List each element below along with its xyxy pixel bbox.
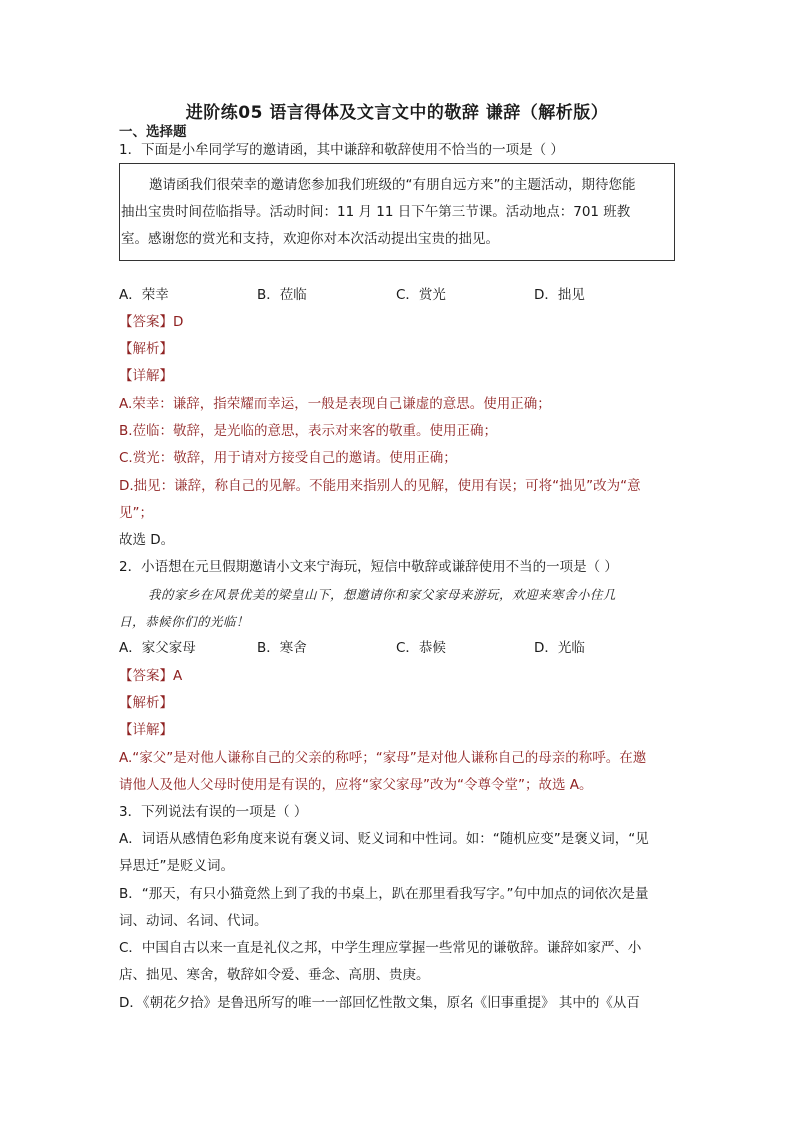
q1-stem: 1．下面是小牟同学写的邀请函，其中谦辞和敬辞使用不恰当的一项是（ ）: [119, 142, 564, 158]
q3-stem: 3．下列说法有误的一项是（ ）: [119, 804, 308, 820]
q3-line: C．中国自古以来一直是礼仪之邦，中学生理应掌握一些常见的谦敬辞。谦辞如家严、小: [119, 940, 642, 956]
q1-detail-label: 【详解】: [119, 368, 173, 384]
q2-option-b: B．寒舍: [257, 640, 307, 656]
q2-detail-label: 【详解】: [119, 722, 173, 738]
q1-option-d: D．拙见: [534, 287, 585, 303]
q3-line: 异思迁”是贬义词。: [119, 858, 234, 874]
q1-answer: 【答案】D: [119, 314, 184, 330]
q1-explain-line: B.莅临：敬辞，是光临的意思，表示对来客的敬重。使用正确；: [119, 423, 498, 439]
q1-explain-line: 见”；: [119, 505, 153, 521]
q1-invitation-box: [119, 163, 675, 261]
q1-conclusion: 故选 D。: [119, 532, 175, 548]
q2-explain-line: 请他人及他人父母时使用是有误的，应将“家父家母”改为“令尊令堂”；故选 A。: [119, 777, 593, 793]
q1-explain-line: D.拙见：谦辞，称自己的见解。不能用来指别人的见解，使用有误；可将“拙见”改为“意: [119, 478, 641, 494]
q3-line: 词、动词、名词、代词。: [119, 913, 268, 929]
q1-explain-line: A.荣幸：谦辞，指荣耀而幸运，一般是表现自己谦虚的意思。使用正确；: [119, 396, 551, 412]
q3-line: B．“那天，有只小猫竟然上到了我的书桌上，趴在那里看我写字。”句中加点的词依次是量: [119, 886, 649, 902]
q1-box-line: 邀请函我们很荣幸的邀请您参加我们班级的“有朋自远方来”的主题活动，期待您能: [149, 177, 636, 193]
q2-stem: 2．小语想在元旦假期邀请小文来宁海玩，短信中敬辞或谦辞使用不当的一项是（ ）: [119, 559, 618, 575]
q3-line: A．词语从感情色彩角度来说有褒义词、贬义词和中性词。如：“随机应变”是褒义词，“见: [119, 831, 649, 847]
page-title: 进阶练05 语言得体及文言文中的敬辞 谦辞（解析版）: [185, 103, 609, 123]
q2-analysis-label: 【解析】: [119, 695, 173, 711]
q1-explain-line: C.赏光：敬辞，用于请对方接受自己的邀请。使用正确；: [119, 450, 457, 466]
q3-line: 店、拙见、寒舍，敬辞如令爱、垂念、高朋、贵庚。: [119, 967, 430, 983]
q2-option-a: A．家父家母: [119, 640, 196, 656]
q3-line: D．《朝花夕拾》是鲁迅所写的唯一一部回忆性散文集，原名《旧事重提》 其中的《从百: [119, 995, 640, 1011]
q2-sms-line: 我的家乡在风景优美的梁皇山下，想邀请你和家父家母来游玩，欢迎来寒舍小住几: [148, 587, 617, 602]
q1-option-a: A．荣幸: [119, 287, 169, 303]
q2-sms-line: 日，恭候你们的光临！: [119, 614, 250, 629]
q2-option-d: D．光临: [534, 640, 585, 656]
q1-option-c: C．赏光: [396, 287, 446, 303]
q1-box-line: 室。感谢您的赏光和支持，欢迎你对本次活动提出宝贵的拙见。: [121, 231, 499, 247]
q1-analysis-label: 【解析】: [119, 341, 173, 357]
q2-answer: 【答案】A: [119, 668, 183, 684]
section-heading: 一、选择题: [119, 124, 187, 140]
q1-box-line: 抽出宝贵时间莅临指导。活动时间：11 月 11 日下午第三节课。活动地点：701 班教: [121, 204, 631, 220]
q1-option-b: B．莅临: [257, 287, 307, 303]
q2-explain-line: A.“家父”是对他人谦称自己的父亲的称呼；“家母”是对他人谦称自己的母亲的称呼。在邀: [119, 750, 647, 766]
q2-option-c: C．恭候: [396, 640, 446, 656]
